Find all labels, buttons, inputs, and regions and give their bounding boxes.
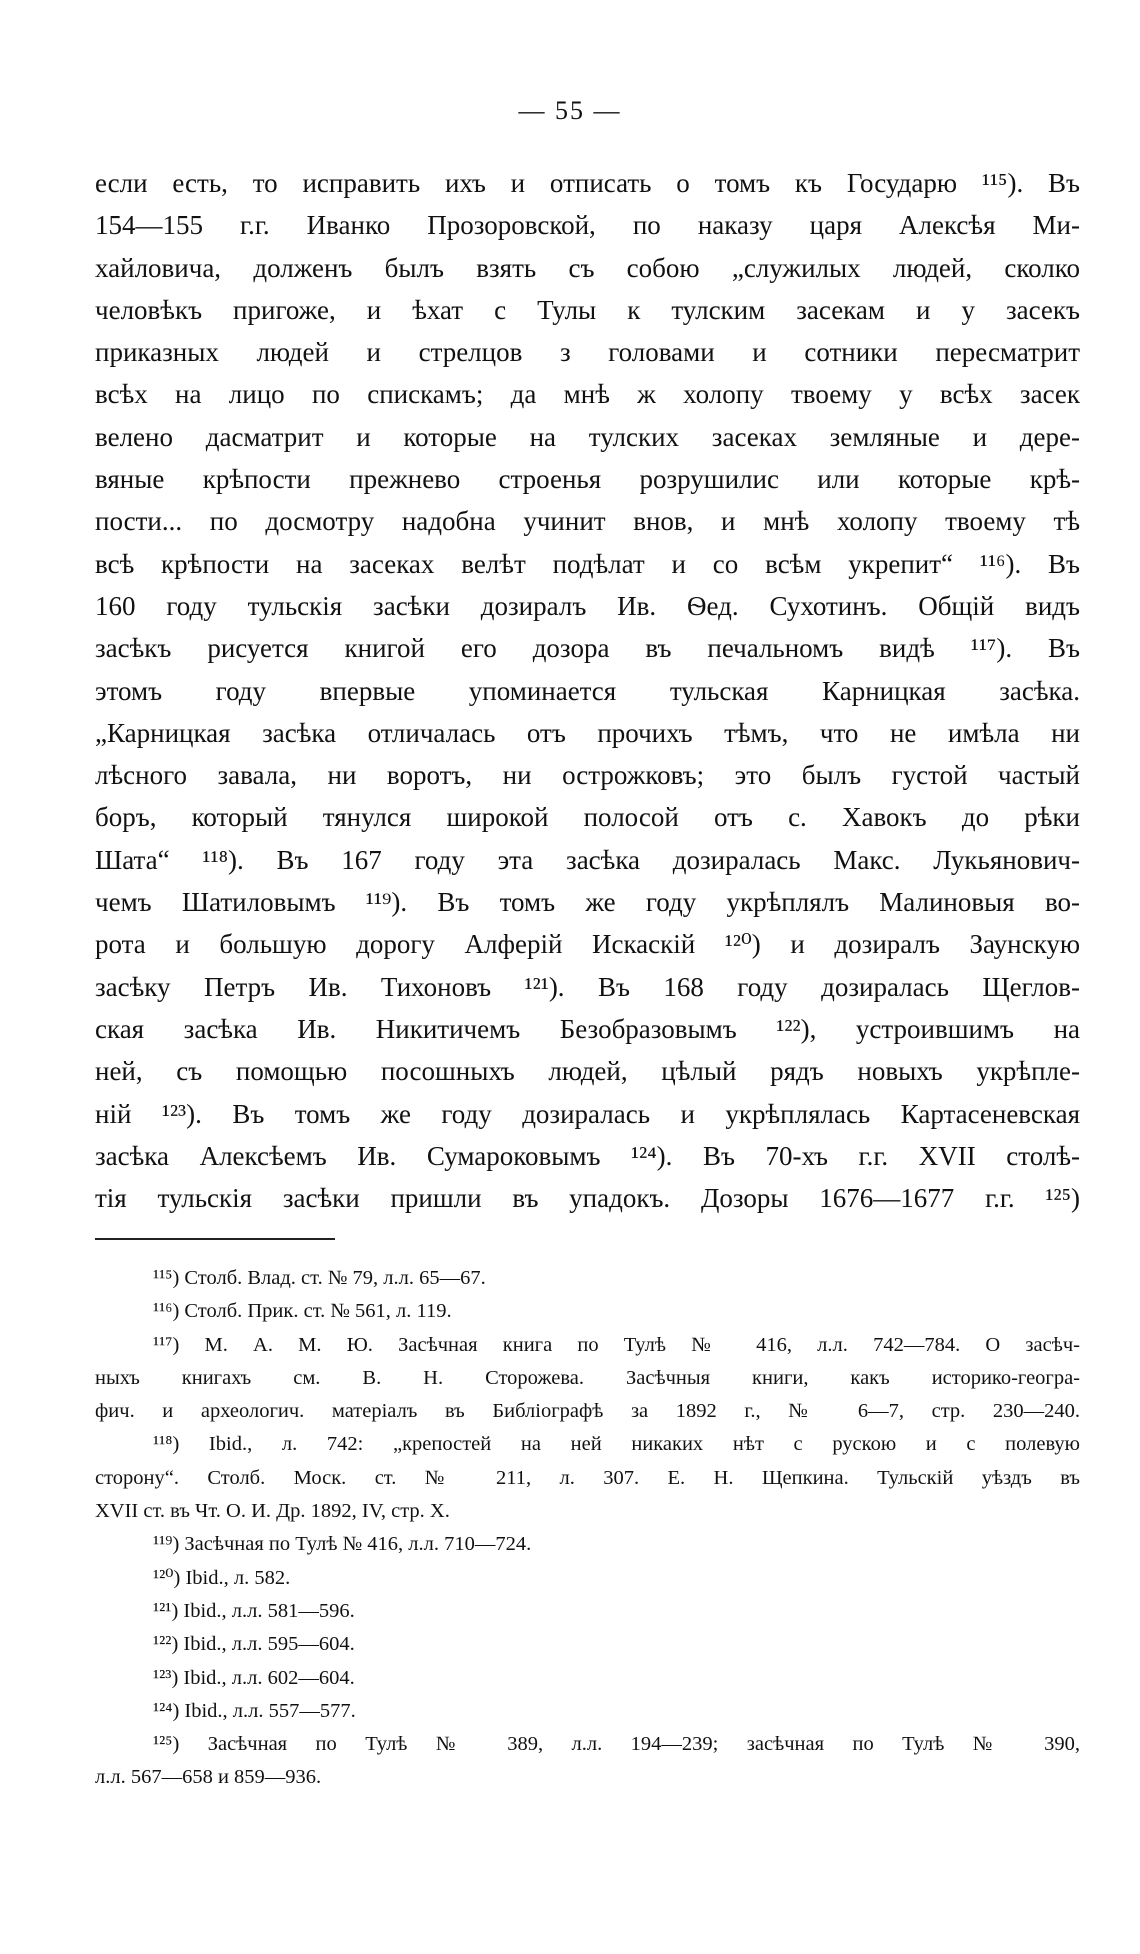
body-line: этомъ году впервые упоминается тульская Карницкая засѣка. [95, 675, 1080, 706]
footnote-line: ¹¹⁷) М. А. М. Ю. Засѣчная книга по Тулѣ № 416, л.л. 742—784. О засѣч- [153, 1333, 1080, 1356]
footnote-line: ¹²³) Ibid., л.л. 602—604. [153, 1666, 355, 1689]
body-line: засѣкъ рисуется книгой его дозора въ печальномъ видѣ ¹¹⁷). Въ [95, 633, 1080, 664]
body-line: человѣкъ пригоже, и ѣхат с Тулы к тулским засекам и у засекъ [95, 294, 1080, 325]
body-line: всѣх на лицо по спискамъ; да мнѣ ж холопу твоему у всѣх засек [95, 379, 1080, 410]
body-line: пости... по досмотру надобна учинит внов, и мнѣ холопу твоему тѣ [95, 506, 1080, 537]
body-line: 154—155 г.г. Иванко Прозоровской, по наказу царя Алексѣя Ми- [95, 210, 1080, 241]
body-line: хайловича, долженъ былъ взять съ собою „служилых людей, сколко [95, 252, 1080, 283]
body-line: вяные крѣпости прежнево строенья розрушилис или которые крѣ- [95, 464, 1080, 495]
footnote-line: ¹¹⁶) Столб. Прик. ст. № 561, л. 119. [153, 1300, 452, 1323]
footnote-line: ¹²¹) Ibid., л.л. 581—596. [153, 1599, 355, 1622]
body-line: приказных людей и стрелцов з головами и сотники пересматрит [95, 337, 1080, 368]
body-line: засѣка Алексѣемъ Ив. Сумароковымъ ¹²⁴). Въ 70-хъ г.г. XVII столѣ- [95, 1140, 1080, 1171]
body-text [95, 162, 1080, 1219]
page-number: — 55 — [518, 96, 622, 125]
body-line: засѣку Петръ Ив. Тихоновъ ¹²¹). Въ 168 году дозиралась Щеглов- [95, 971, 1080, 1002]
footnote-line: ¹²⁴) Ibid., л.л. 557—577. [153, 1699, 356, 1722]
body-line: ней, съ помощью посошныхъ людей, цѣлый рядъ новыхъ укрѣпле- [95, 1056, 1080, 1087]
footnote-separator [95, 1238, 335, 1240]
footnote-line: фич. и археологич. матеріалъ въ Библіографѣ за 1892 г., № 6—7, стр. 230—240. [95, 1400, 1080, 1423]
body-line: рота и большую дорогу Алферій Искаскій ¹²⁰) и дозиралъ Заунскую [95, 929, 1080, 960]
footnote-line: ¹¹⁵) Столб. Влад. ст. № 79, л.л. 65—67. [153, 1267, 486, 1289]
body-line: если есть, то исправить ихъ и отписать о томъ къ Государю ¹¹⁵). Въ [95, 168, 1080, 198]
body-line: велено дасматрит и которые на тулских засеках земляные и дере- [95, 421, 1080, 452]
footnote-line: ¹²⁰) Ibid., л. 582. [153, 1566, 291, 1589]
body-line: тія тульскія засѣки пришли въ упадокъ. Дозоры 1676—1677 г.г. ¹²⁵) [95, 1183, 1080, 1214]
footnote-line: ¹¹⁸) Ibid., л. 742: „крепостей на ней никаких нѣт с рускою и с полевую [153, 1433, 1080, 1456]
body-line: ній ¹²³). Въ томъ же году дозиралась и укрѣплялась Картасеневская [95, 1098, 1080, 1129]
footnote-line: ныхъ книгахъ см. В. Н. Сторожева. Засѣчныя книги, какъ историко-геогра- [95, 1366, 1080, 1389]
body-line: ская засѣка Ив. Никитичемъ Безобразовымъ ¹²²), устроившимъ на [95, 1013, 1080, 1044]
footnote-line: XVII ст. въ Чт. О. И. Др. 1892, IV, стр. X. [95, 1500, 450, 1523]
body-line: всѣ крѣпости на засеках велѣт подѣлат и со всѣм укрепит“ ¹¹⁶). Въ [95, 548, 1080, 579]
footnote-line: ¹¹⁹) Засѣчная по Тулѣ № 416, л.л. 710—724. [153, 1533, 532, 1556]
body-line: „Карницкая засѣка отличалась отъ прочихъ тѣмъ, что не имѣла ни [95, 717, 1080, 748]
body-line: чемъ Шатиловымъ ¹¹⁹). Въ томъ же году укрѣплялъ Малиновыя во- [95, 887, 1080, 918]
body-line: лѣсного завала, ни воротъ, ни острожковъ; это былъ густой частый [95, 760, 1080, 791]
footnote-line: л.л. 567—658 и 859—936. [95, 1766, 322, 1789]
body-line: 160 году тульскія засѣки дозиралъ Ив. Ѳед. Сухотинъ. Общій видъ [95, 590, 1080, 621]
body-line: боръ, который тянулся широкой полосой отъ с. Хавокъ до рѣки [95, 802, 1080, 833]
body-line: Шата“ ¹¹⁸). Въ 167 году эта засѣка дозиралась Макс. Лукьянович- [95, 844, 1080, 875]
footnotes [95, 1262, 1080, 1795]
footnote-line: ¹²⁵) Засѣчная по Тулѣ № 389, л.л. 194—239; засѣчная по Тулѣ № 390, [153, 1733, 1080, 1756]
footnote-line: ¹²²) Ibid., л.л. 595—604. [153, 1633, 355, 1656]
footnote-line: сторону“. Столб. Моск. ст. № 211, л. 307. Е. Н. Щепкина. Тульскій уѣздъ въ [95, 1466, 1080, 1489]
